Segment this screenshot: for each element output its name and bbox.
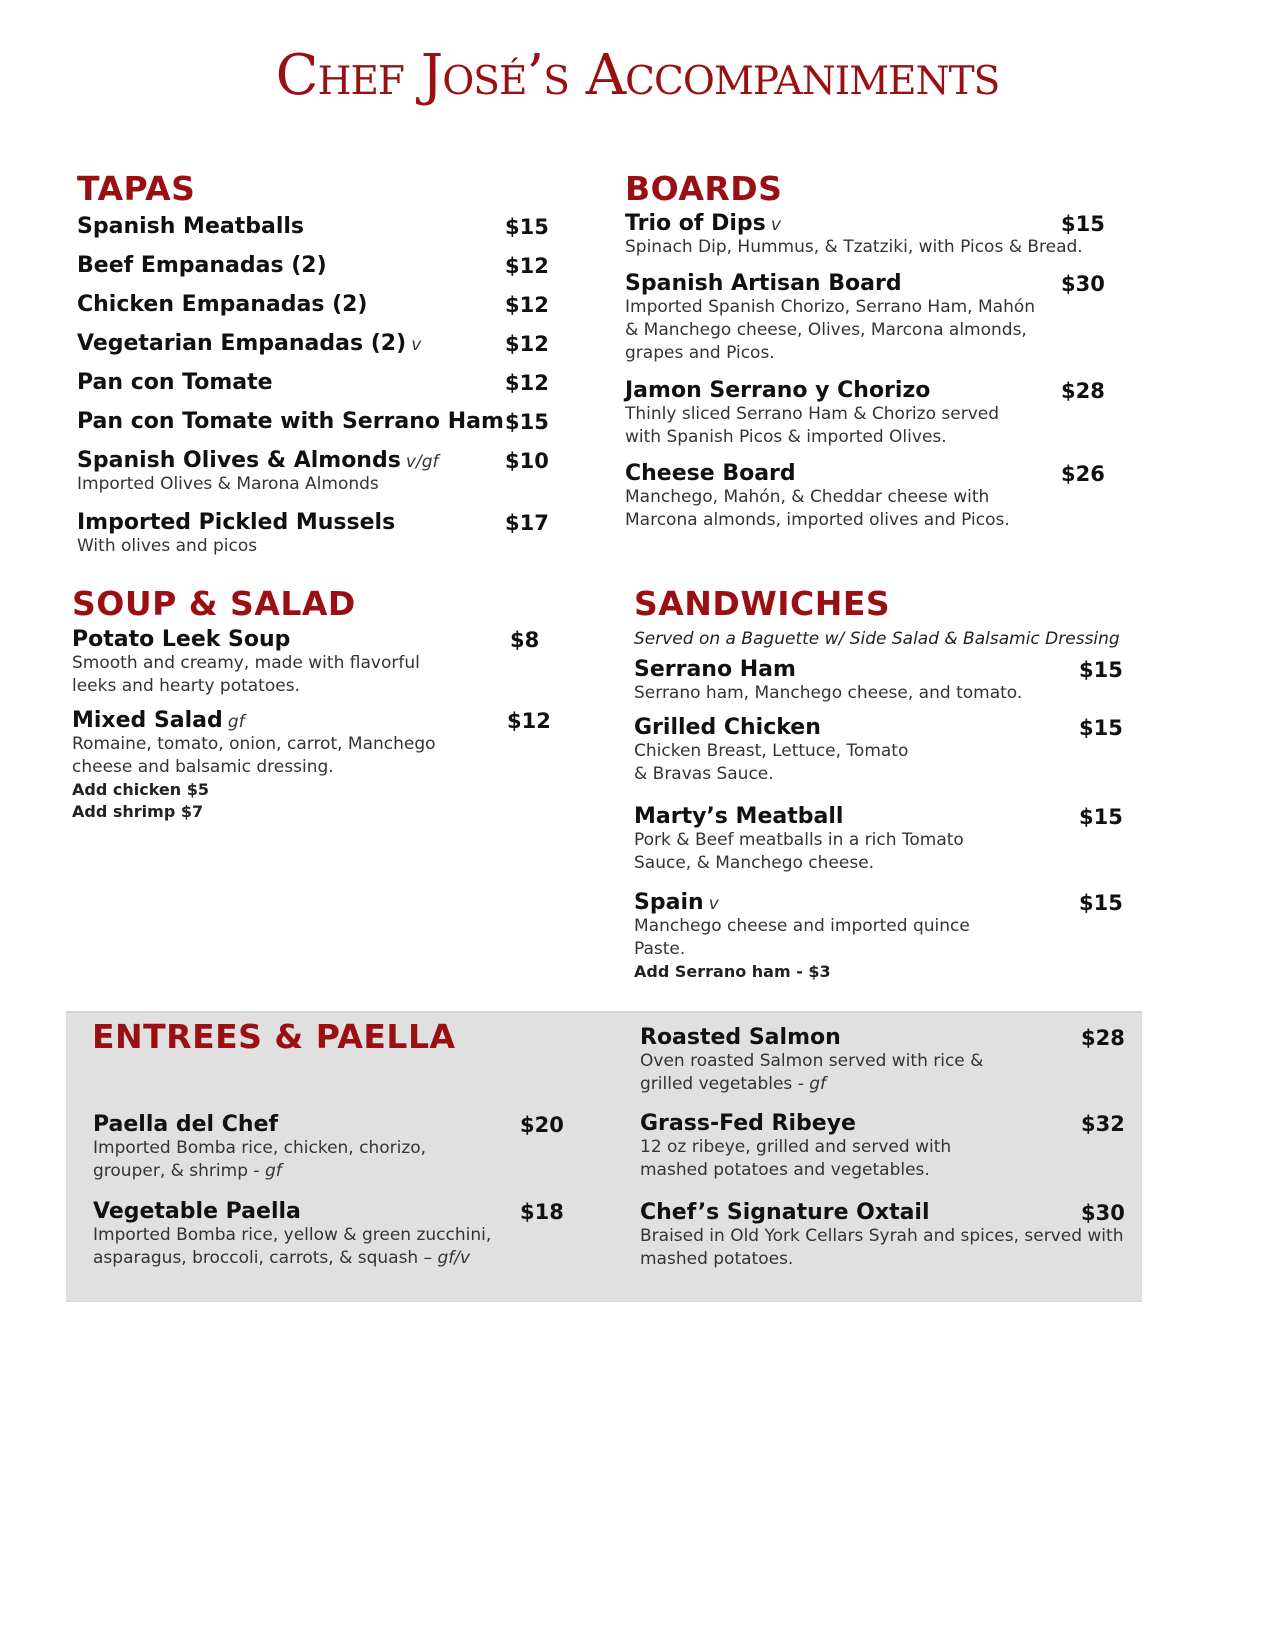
item-description: Imported Spanish Chorizo, Serrano Ham, Mahón & Manchego cheese, Olives, Marcona almonds, grapes and Picos. (625, 297, 1036, 364)
item-name: Cheese Board (625, 461, 796, 486)
menu-item (77, 331, 421, 356)
item-description: Manchego, Mahón, & Cheddar cheese with Marcona almonds, imported olives and Picos. (625, 487, 1010, 531)
item-price: $28 (1081, 1026, 1125, 1050)
item-price: $12 (505, 293, 549, 317)
item-name: Roasted Salmon (640, 1025, 841, 1050)
section-note: Served on a Baguette w/ Side Salad & Balsamic Dressing (634, 629, 1120, 649)
item-name: Serrano Ham (634, 657, 796, 682)
item-name: Spanish Meatballs (77, 214, 305, 239)
item-description: Imported Olives & Marona Almonds (77, 474, 379, 495)
menu-item (77, 409, 504, 434)
item-price: $15 (1079, 805, 1123, 829)
addon-option: Add shrimp $7 (72, 802, 204, 822)
item-description: Braised in Old York Cellars Syrah and spices, served with mashed potatoes. (640, 1226, 1124, 1270)
item-description: Smooth and creamy, made with flavorful leeks and hearty potatoes. (72, 653, 420, 697)
menu-item (77, 370, 273, 395)
item-price: $15 (1079, 658, 1123, 682)
menu-item (93, 1199, 491, 1270)
item-name: Imported Pickled Mussels (77, 510, 396, 535)
item-name: Chicken Empanadas (2) (77, 292, 368, 317)
item-price: $30 (1061, 272, 1105, 296)
diet-tag: gf (809, 1074, 827, 1095)
item-price: $28 (1061, 379, 1105, 403)
item-description: Imported Bomba rice, chicken, chorizo, grouper, & shrimp - (93, 1138, 427, 1182)
menu-item (634, 657, 1022, 705)
item-name: Vegetable Paella (93, 1199, 301, 1224)
menu-item (93, 1112, 426, 1183)
section-heading-soup-salad: SOUP & SALAD (72, 584, 356, 623)
item-name: Spain (634, 890, 704, 915)
item-name: Spanish Artisan Board (625, 271, 902, 296)
menu-title: Chef José’s Accompaniments (275, 43, 1000, 108)
item-price: $12 (505, 254, 549, 278)
section-heading-sandwiches: SANDWICHES (634, 584, 891, 623)
item-description: Spinach Dip, Hummus, & Tzatziki, with Picos & Bread. (625, 237, 1083, 258)
diet-tag: gf (227, 712, 245, 732)
diet-tag: v/gf (405, 452, 439, 472)
item-price: $12 (507, 709, 551, 733)
item-name: Trio of Dips (625, 211, 766, 236)
menu-item (634, 715, 908, 786)
menu-item (72, 708, 436, 823)
item-name: Spanish Olives & Almonds (77, 448, 401, 473)
item-name: Marty’s Meatball (634, 804, 844, 829)
diet-tag: v (411, 335, 422, 355)
item-description: Pork & Beef meatballs in a rich Tomato Sauce, & Manchego cheese. (634, 830, 964, 874)
item-price: $18 (520, 1200, 564, 1224)
item-price: $12 (505, 332, 549, 356)
item-price: $8 (510, 628, 540, 652)
item-name: Mixed Salad (72, 708, 223, 733)
menu-item (634, 890, 970, 983)
item-description: With olives and picos (77, 536, 258, 557)
item-name: Chef’s Signature Oxtail (640, 1200, 930, 1225)
item-price: $15 (505, 410, 549, 434)
item-name: Beef Empanadas (2) (77, 253, 327, 278)
section-heading-entrees: ENTREES & PAELLA (92, 1017, 456, 1056)
section-heading-tapas: TAPAS (77, 169, 196, 208)
menu-item (77, 292, 368, 317)
menu-item (77, 253, 327, 278)
item-description: Romaine, tomato, onion, carrot, Manchego cheese and balsamic dressing. (72, 734, 436, 778)
item-description: Imported Bomba rice, yellow & green zucchini, asparagus, broccoli, carrots, & squash – (93, 1225, 492, 1269)
item-price: $30 (1081, 1201, 1125, 1225)
item-price: $12 (505, 371, 549, 395)
item-description: Thinly sliced Serrano Ham & Chorizo served with Spanish Picos & imported Olives. (625, 404, 999, 448)
item-name: Pan con Tomate (77, 370, 273, 395)
menu-item (640, 1111, 951, 1182)
menu-item (640, 1200, 1123, 1271)
addon-option: Add Serrano ham - $3 (634, 962, 831, 982)
menu-item (77, 510, 395, 558)
item-price: $17 (505, 511, 549, 535)
addon-option: Add chicken $5 (72, 780, 209, 800)
item-description: Serrano ham, Manchego cheese, and tomato. (634, 683, 1023, 704)
diet-tag: v (708, 894, 719, 914)
item-description: 12 oz ribeye, grilled and served with mashed potatoes and vegetables. (640, 1137, 952, 1181)
menu-item (77, 448, 438, 496)
item-name: Pan con Tomate with Serrano Ham (77, 409, 504, 434)
menu-item (640, 1025, 983, 1096)
item-price: $15 (505, 215, 549, 239)
menu-item (77, 214, 304, 239)
item-price: $15 (1079, 716, 1123, 740)
diet-tag: v (770, 215, 781, 235)
item-price: $15 (1061, 212, 1105, 236)
diet-tag: gf/v (437, 1248, 471, 1269)
item-price: $20 (520, 1113, 564, 1137)
menu-item (634, 804, 964, 875)
item-description: Oven roasted Salmon served with rice & grilled vegetables - (640, 1051, 984, 1095)
diet-tag: gf (264, 1161, 282, 1182)
menu-item (625, 378, 999, 449)
item-name: Grass-Fed Ribeye (640, 1111, 856, 1136)
item-price: $15 (1079, 891, 1123, 915)
item-name: Potato Leek Soup (72, 627, 291, 652)
item-price: $26 (1061, 462, 1105, 486)
item-name: Jamon Serrano y Chorizo (625, 378, 931, 403)
item-price: $10 (505, 449, 549, 473)
section-heading-boards: BOARDS (625, 169, 783, 208)
item-price: $32 (1081, 1112, 1125, 1136)
item-name: Grilled Chicken (634, 715, 821, 740)
item-name: Vegetarian Empanadas (2) (77, 331, 407, 356)
item-description: Chicken Breast, Lettuce, Tomato & Bravas Sauce. (634, 741, 909, 785)
menu-item (625, 271, 1035, 365)
menu-item (72, 627, 420, 698)
item-name: Paella del Chef (93, 1112, 279, 1137)
item-description: Manchego cheese and imported quince Paste. (634, 916, 970, 960)
menu-item (625, 211, 1083, 259)
menu-item (625, 461, 1010, 532)
